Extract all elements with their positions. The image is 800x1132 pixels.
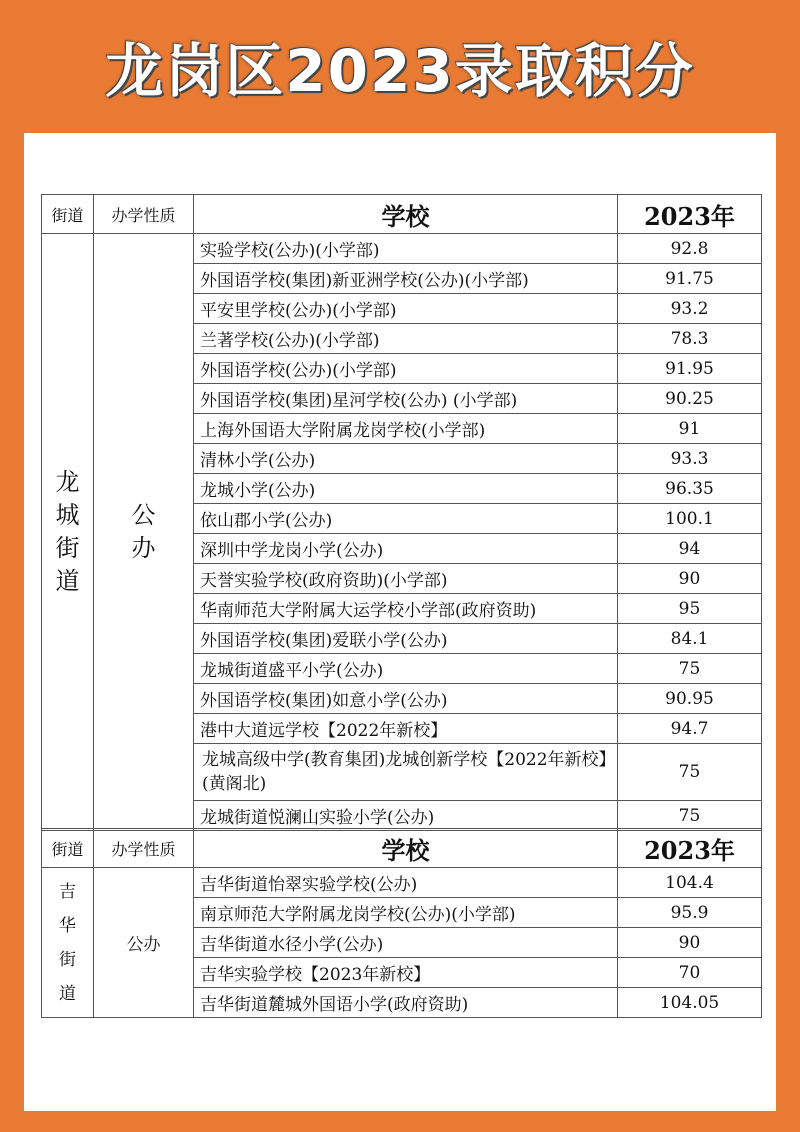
header-type: 办学性质 <box>94 195 194 234</box>
school-name: 港中大道远学校【2022年新校】 <box>194 714 618 744</box>
vertical-char: 城 <box>55 501 80 529</box>
admission-score: 91.95 <box>618 354 762 384</box>
header-type: 办学性质 <box>94 829 194 868</box>
admission-score: 75 <box>618 801 762 831</box>
vertical-char: 办 <box>131 534 156 562</box>
school-name: 吉华街道水径小学(公办) <box>194 928 618 958</box>
school-name: 外国语学校(集团)爱联小学(公办) <box>194 624 618 654</box>
school-name: 外国语学校(集团)如意小学(公办) <box>194 684 618 714</box>
school-name: 平安里学校(公办)(小学部) <box>194 294 618 324</box>
admission-score: 93.3 <box>618 444 762 474</box>
school-name: 外国语学校(集团)新亚洲学校(公办)(小学部) <box>194 264 618 294</box>
admission-score: 100.1 <box>618 504 762 534</box>
vertical-char: 公 <box>131 501 156 529</box>
school-name: 吉华街道怡翠实验学校(公办) <box>194 868 618 898</box>
admission-score: 104.4 <box>618 868 762 898</box>
admission-score: 92.8 <box>618 234 762 264</box>
school-name: 吉华实验学校【2023年新校】 <box>194 958 618 988</box>
admission-score: 90.95 <box>618 684 762 714</box>
vertical-char: 道 <box>59 983 76 1004</box>
school-name: 外国语学校(公办)(小学部) <box>194 354 618 384</box>
table-header-row <box>42 195 762 234</box>
header-school: 学校 <box>194 829 618 868</box>
longcheng-table <box>41 194 762 831</box>
school-name: 天誉实验学校(政府资助)(小学部) <box>194 564 618 594</box>
header-school: 学校 <box>194 195 618 234</box>
content-panel <box>24 133 776 1111</box>
school-type-cell: 公办 <box>94 868 194 1018</box>
admission-score: 90 <box>618 564 762 594</box>
longcheng-table-body <box>42 195 762 831</box>
admission-score: 91.75 <box>618 264 762 294</box>
title-banner <box>0 0 800 132</box>
admission-score: 75 <box>618 744 762 801</box>
admission-score: 95 <box>618 594 762 624</box>
admission-score: 93.2 <box>618 294 762 324</box>
header-year: 2023年 <box>618 195 762 234</box>
page-title: 龙岗区2023录取积分 <box>105 37 695 105</box>
table-row <box>42 868 762 898</box>
school-name: 清林小学(公办) <box>194 444 618 474</box>
vertical-char: 龙 <box>55 468 80 496</box>
vertical-char: 华 <box>59 915 76 936</box>
admission-score: 70 <box>618 958 762 988</box>
school-name: 依山郡小学(公办) <box>194 504 618 534</box>
school-name: 龙城街道盛平小学(公办) <box>194 654 618 684</box>
admission-score: 95.9 <box>618 898 762 928</box>
header-street: 街道 <box>42 195 94 234</box>
vertical-char: 吉 <box>59 881 76 902</box>
school-name: 深圳中学龙岗小学(公办) <box>194 534 618 564</box>
street-cell <box>42 234 94 831</box>
admission-score: 75 <box>618 654 762 684</box>
admission-score: 90 <box>618 928 762 958</box>
school-type-cell <box>94 234 194 831</box>
admission-score: 94 <box>618 534 762 564</box>
street-cell <box>42 868 94 1018</box>
school-name: 南京师范大学附属龙岗学校(公办)(小学部) <box>194 898 618 928</box>
admission-score: 90.25 <box>618 384 762 414</box>
school-name: 实验学校(公办)(小学部) <box>194 234 618 264</box>
school-name: 龙城街道悦澜山实验小学(公办) <box>194 801 618 831</box>
header-street: 街道 <box>42 829 94 868</box>
admission-score: 94.7 <box>618 714 762 744</box>
admission-score: 91 <box>618 414 762 444</box>
school-name: 龙城高级中学(教育集团)龙城创新学校【2022年新校】(黄阁北) <box>194 744 618 801</box>
school-name: 上海外国语大学附属龙岗学校(小学部) <box>194 414 618 444</box>
jihua-table <box>41 828 762 1018</box>
school-name: 兰著学校(公办)(小学部) <box>194 324 618 354</box>
admission-score: 78.3 <box>618 324 762 354</box>
school-name: 外国语学校(集团)星河学校(公办) (小学部) <box>194 384 618 414</box>
vertical-char: 街 <box>55 534 80 562</box>
jihua-table-body <box>42 829 762 1018</box>
school-name: 龙城小学(公办) <box>194 474 618 504</box>
vertical-char: 街 <box>59 949 76 970</box>
table-header-row <box>42 829 762 868</box>
vertical-char: 道 <box>55 567 80 595</box>
admission-score: 96.35 <box>618 474 762 504</box>
school-name: 华南师范大学附属大运学校小学部(政府资助) <box>194 594 618 624</box>
admission-score: 104.05 <box>618 988 762 1018</box>
header-year: 2023年 <box>618 829 762 868</box>
table-row <box>42 234 762 264</box>
admission-score: 84.1 <box>618 624 762 654</box>
school-name: 吉华街道麓城外国语小学(政府资助) <box>194 988 618 1018</box>
